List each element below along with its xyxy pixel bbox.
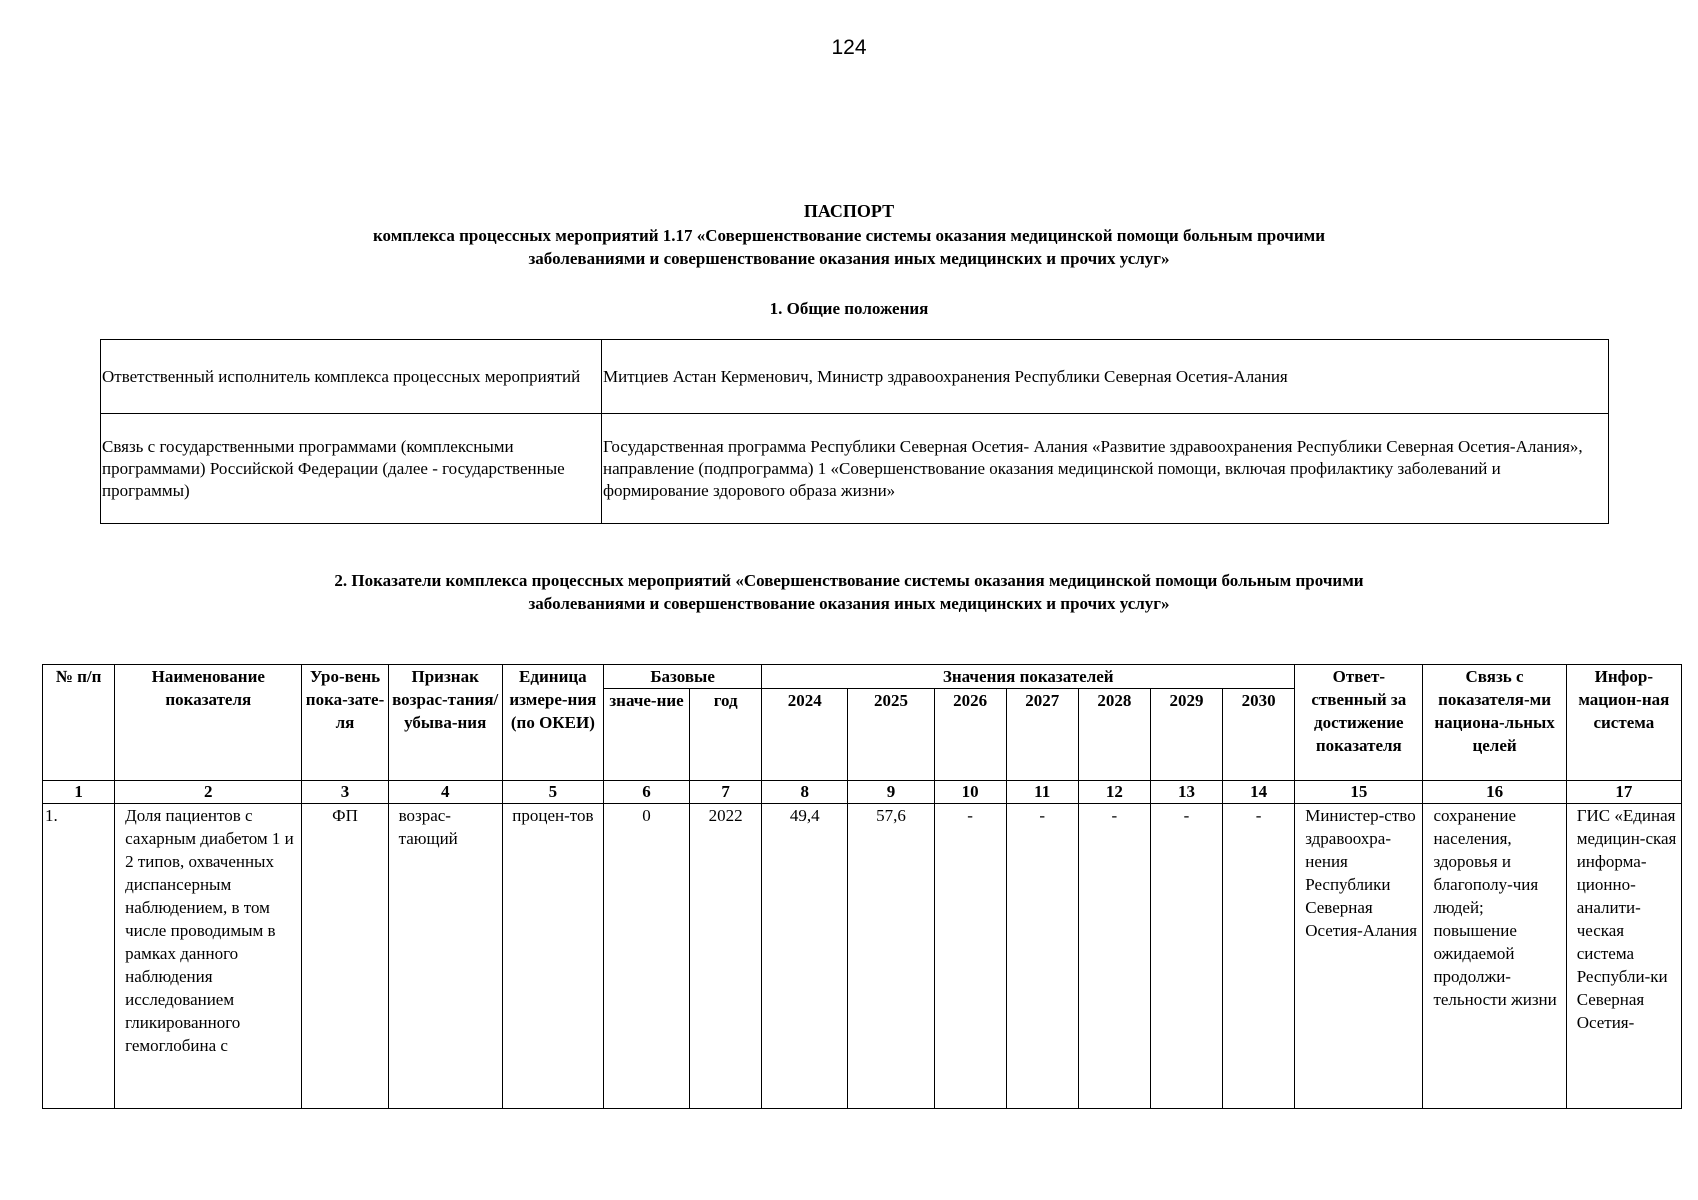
cell-value-2024: 49,4 bbox=[762, 804, 848, 1109]
header-name: Наименование показателя bbox=[115, 665, 302, 781]
header-year: 2029 bbox=[1150, 689, 1222, 781]
section1-heading: 1. Общие положения bbox=[769, 299, 929, 318]
column-number: 9 bbox=[848, 781, 934, 804]
cell-level: ФП bbox=[302, 804, 388, 1109]
header-sign: Признак возрас-тания/ убыва-ния bbox=[388, 665, 502, 781]
header-base-year: год bbox=[690, 689, 762, 781]
header-year: 2025 bbox=[848, 689, 934, 781]
indicators-table bbox=[42, 664, 1682, 1109]
column-number: 2 bbox=[115, 781, 302, 804]
column-number: 17 bbox=[1566, 781, 1681, 804]
cell-value-2026: - bbox=[934, 804, 1006, 1109]
programs-value-line-1: Государственная программа Республики Северная Осетия- Алания «Развитие здравоохранения Республики Северная Осетия-Алания», bbox=[603, 436, 1583, 456]
cell-value-2028: - bbox=[1078, 804, 1150, 1109]
cell-unit: процен-тов bbox=[502, 804, 603, 1109]
header-base-value: значе-ние bbox=[603, 689, 689, 781]
column-number: 6 bbox=[603, 781, 689, 804]
row-label-responsible: Ответственный исполнитель комплекса процессных мероприятий bbox=[101, 340, 602, 414]
cell-info: ГИС «Единая медицин-ская информа-ционно-аналити-ческая система Республи-ки Северная Осетия- bbox=[1566, 804, 1681, 1109]
cell-base-value: 0 bbox=[603, 804, 689, 1109]
cell-value-2027: - bbox=[1006, 804, 1078, 1109]
header-values: Значения показателей bbox=[762, 665, 1295, 689]
row-value-programs bbox=[602, 414, 1609, 524]
column-number: 3 bbox=[302, 781, 388, 804]
cell-value-2030: - bbox=[1223, 804, 1295, 1109]
header-year: 2028 bbox=[1078, 689, 1150, 781]
section2-heading-line-1: 2. Показатели комплекса процессных мероприятий «Совершенствование системы оказания медицинской помощи больным прочими bbox=[334, 571, 1364, 590]
cell-value-2029: - bbox=[1150, 804, 1222, 1109]
column-number: 16 bbox=[1423, 781, 1566, 804]
document-title: ПАСПОРТ bbox=[803, 201, 895, 221]
cell-name: Доля пациентов с сахарным диабетом 1 и 2 типов, охваченных диспансерным наблюдением, в том числе проводимым в рамках данного наблюдения исследованием гликированного гемоглобина с bbox=[115, 804, 302, 1109]
table-row bbox=[101, 340, 1609, 414]
header-level: Уро-вень пока-зате-ля bbox=[302, 665, 388, 781]
row-value-responsible: Митциев Астан Керменович, Министр здравоохранения Республики Северная Осетия-Алания bbox=[602, 340, 1609, 414]
header-num: № п/п bbox=[43, 665, 115, 781]
header-base: Базовые bbox=[603, 665, 761, 689]
column-number: 10 bbox=[934, 781, 1006, 804]
table-row bbox=[43, 804, 1682, 1109]
general-provisions-table bbox=[100, 339, 1609, 524]
subtitle-line-2: заболеваниями и совершенствование оказания иных медицинских и прочих услуг» bbox=[528, 249, 1170, 268]
section2-heading-line-2: заболеваниями и совершенствование оказания иных медицинских и прочих услуг» bbox=[528, 594, 1170, 613]
header-link: Связь с показателя-ми национа-льных целей bbox=[1423, 665, 1566, 781]
cell-num: 1. bbox=[43, 804, 115, 1109]
header-unit: Единица измере-ния (по ОКЕИ) bbox=[502, 665, 603, 781]
column-number: 12 bbox=[1078, 781, 1150, 804]
header-info: Инфор-мацион-ная система bbox=[1566, 665, 1681, 781]
programs-value-line-2: направление (подпрограмма) 1 «Совершенствование оказания медицинской помощи, включая профилактику заболеваний и формирование здорового образа жизни» bbox=[603, 458, 1501, 500]
header-row-1 bbox=[43, 665, 1682, 689]
header-year: 2027 bbox=[1006, 689, 1078, 781]
column-number: 1 bbox=[43, 781, 115, 804]
column-number: 4 bbox=[388, 781, 502, 804]
header-year: 2030 bbox=[1223, 689, 1295, 781]
column-number: 15 bbox=[1295, 781, 1423, 804]
column-number: 13 bbox=[1150, 781, 1222, 804]
column-number: 7 bbox=[690, 781, 762, 804]
page-number: 124 bbox=[831, 36, 867, 59]
cell-responsible: Министер-ство здравоохра-нения Республики Северная Осетия-Алания bbox=[1295, 804, 1423, 1109]
table-row bbox=[101, 414, 1609, 524]
row-label-programs: Связь с государственными программами (комплексными программами) Российской Федерации (далее - государственные программы) bbox=[101, 414, 602, 524]
header-year: 2024 bbox=[762, 689, 848, 781]
section2-heading bbox=[0, 569, 1698, 615]
column-numbers-row bbox=[43, 781, 1682, 804]
subtitle-line-1: комплекса процессных мероприятий 1.17 «Совершенствование системы оказания медицинской помощи больным прочими bbox=[372, 226, 1326, 245]
column-number: 8 bbox=[762, 781, 848, 804]
cell-value-2025: 57,6 bbox=[848, 804, 934, 1109]
document-subtitle bbox=[0, 224, 1698, 270]
column-number: 5 bbox=[502, 781, 603, 804]
column-number: 14 bbox=[1223, 781, 1295, 804]
header-year: 2026 bbox=[934, 689, 1006, 781]
cell-link: сохранение населения, здоровья и благополу-чия людей; повышение ожидаемой продолжи-тельности жизни bbox=[1423, 804, 1566, 1109]
cell-base-year: 2022 bbox=[690, 804, 762, 1109]
cell-sign: возрас-тающий bbox=[388, 804, 502, 1109]
column-number: 11 bbox=[1006, 781, 1078, 804]
header-responsible: Ответ-ственный за достижение показателя bbox=[1295, 665, 1423, 781]
